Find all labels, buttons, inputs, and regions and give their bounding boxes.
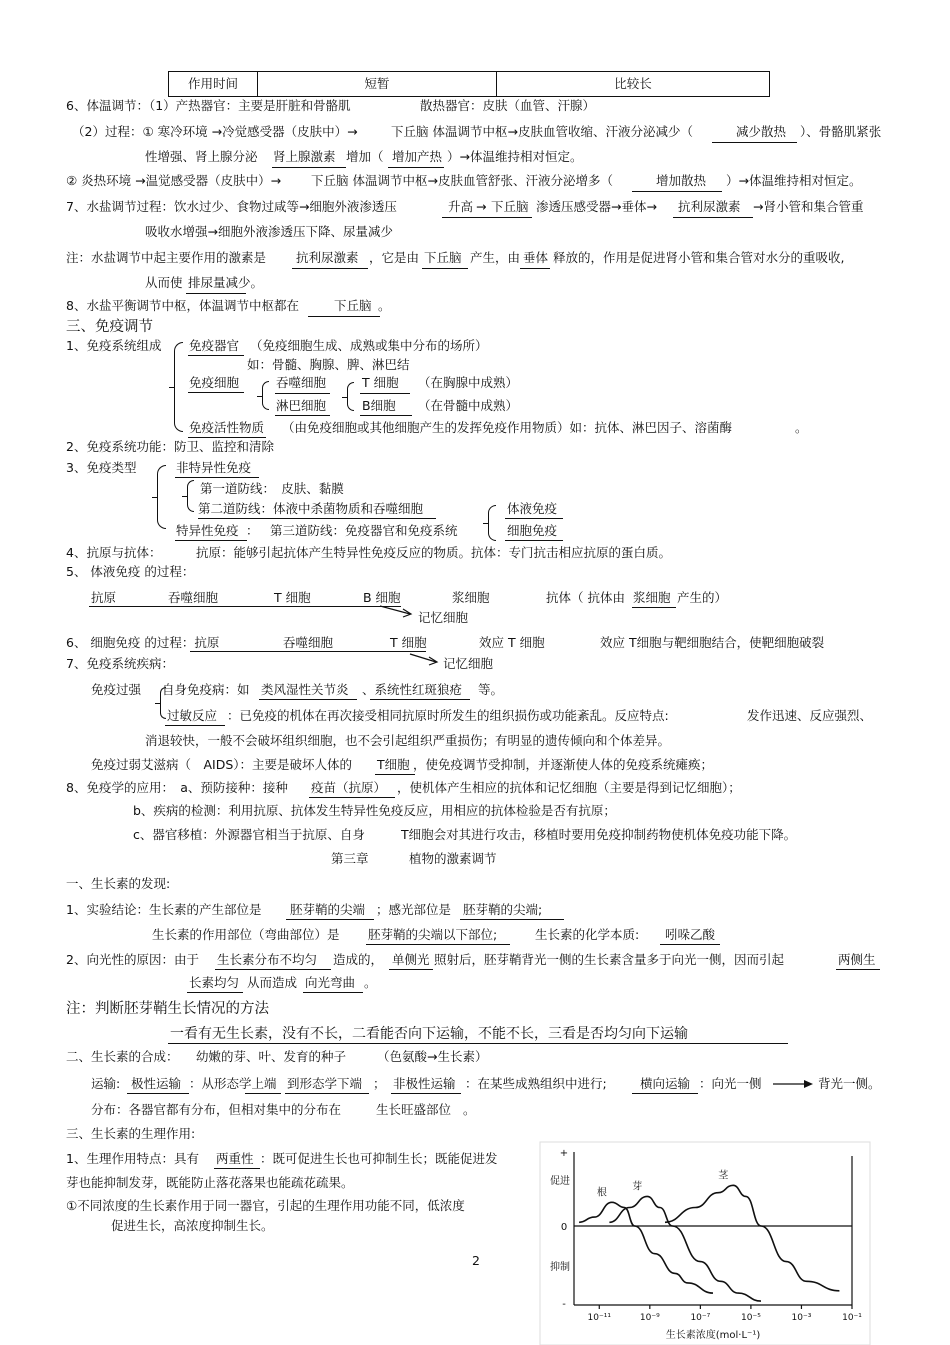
- text-line: 1、免疫系统组成: [66, 338, 162, 353]
- term: 免疫器官: [189, 338, 240, 353]
- flow-line: [89, 606, 401, 607]
- underline: [214, 1168, 260, 1169]
- text-line: ①不同浓度的生长素作用于同一器官，引起的生理作用功能不同，低浓度: [66, 1198, 465, 1213]
- text-line: 生长素的化学本质:: [535, 927, 640, 942]
- underline: [308, 316, 380, 317]
- section-heading: 三、免疫调节: [66, 319, 153, 335]
- text-line: 吸收水增强→细胞外液渗透压下降、尿量减少: [145, 224, 393, 239]
- term: 体液免疫: [507, 501, 558, 516]
- blank-answer: 生长旺盛部位: [376, 1102, 452, 1117]
- text-line: 消退较快，一般不会破坏组织细胞，也不会引起组织严重损伤；有明显的遗传倾向和个体差异。: [145, 733, 671, 748]
- text-line: 6、 细胞免疫 的过程：抗原: [66, 635, 220, 650]
- underline: [165, 725, 225, 726]
- blank-answer: 下丘脑: [491, 199, 529, 214]
- term: 吞噬细胞: [276, 375, 327, 390]
- table-cell: 比较长: [497, 72, 770, 97]
- term: T 细胞: [362, 375, 399, 390]
- term: 免疫活性物质: [189, 420, 265, 435]
- underline: [188, 355, 244, 356]
- y-axis-plus-label: +: [559, 1148, 569, 1159]
- text-line: 照射后，胚芽鞘背光一侧的生长素含量多于向光一侧，因而引起: [434, 952, 785, 967]
- text-line: 背光一侧。: [818, 1076, 881, 1091]
- text-line: ，使免疫调节受抑制，并逐渐使人体的免疫系统瘫痪；: [413, 757, 714, 772]
- term: B细胞: [362, 398, 396, 413]
- text-line: 3、免疫类型: [66, 460, 137, 475]
- flow-step: 吞噬细胞: [168, 590, 219, 605]
- blank-answer: 单侧光: [392, 952, 430, 967]
- blank-answer: 吲哚乙酸: [665, 927, 716, 942]
- underline: [186, 293, 246, 294]
- text-line: 第二道防线：体液中杀菌物质和吞噬细胞: [198, 501, 424, 516]
- text-line: c、器官移植：外源器官相当于抗原、自身: [133, 827, 365, 842]
- text-line: 渗透压感受器→垂体→: [536, 199, 657, 214]
- text-line: 1、实验结论：生长素的产生部位是: [66, 902, 262, 917]
- blank-answer: 胚芽鞘的尖端: [290, 902, 366, 917]
- text-line: 到形态学下端: [287, 1076, 363, 1091]
- underline: [422, 268, 468, 269]
- section-heading: 三、生长素的生理作用:: [66, 1126, 196, 1141]
- text-line: 免疫过强: [91, 682, 142, 697]
- underline: [259, 699, 357, 700]
- flow-step: 吞噬细胞: [283, 635, 334, 650]
- underline: [505, 540, 563, 541]
- text-line: ：向光一侧: [699, 1076, 762, 1091]
- underline: [391, 1093, 461, 1094]
- text-line: 1、生理作用特点：具有: [66, 1151, 199, 1166]
- note-title: 注：判断胚芽鞘生长情况的方法: [66, 1001, 269, 1017]
- underline: [188, 392, 244, 393]
- blank-answer: 非极性运输: [393, 1076, 456, 1091]
- underline: [168, 1043, 788, 1044]
- blank-answer: 下丘脑: [334, 298, 372, 313]
- text-line: 芽也能抑制发芽，既能防止落花落果也能疏花疏果。: [66, 1175, 354, 1190]
- underline: [388, 167, 444, 168]
- text-line: 免疫过弱艾滋病（ AIDS）：主要是破坏人体的: [91, 757, 353, 772]
- text-line: 。: [463, 1102, 476, 1117]
- text-line: →: [476, 199, 487, 214]
- blank-answer: 垂体: [523, 250, 549, 265]
- text-line: 造成的，: [333, 952, 384, 967]
- table-cell: 短暂: [258, 72, 497, 97]
- text-line: 生长素的作用部位（弯曲部位）是: [152, 927, 340, 942]
- chapter-title: 第三章: [331, 851, 369, 866]
- text-line: 8、免疫学的应用： a、预防接种：接种: [66, 780, 288, 795]
- underline: [175, 477, 259, 478]
- series-label: 芽: [632, 1181, 643, 1193]
- underline: [272, 167, 346, 168]
- text-line: 8、水盐平衡调节中枢，体温调节中枢都在: [66, 298, 299, 313]
- blank-answer: 排尿量减少。: [188, 275, 264, 290]
- page-number: 2: [472, 1253, 480, 1268]
- series-label: 根: [596, 1187, 607, 1199]
- underline: [632, 1093, 698, 1094]
- flow-step: 记忆细胞: [418, 610, 469, 625]
- flow-step: T 细胞: [274, 590, 311, 605]
- underline: [673, 217, 753, 218]
- underline: [127, 1093, 189, 1094]
- underline: [215, 969, 331, 970]
- x-tick-label: 10⁻⁵: [741, 1313, 761, 1323]
- underline: [303, 992, 363, 993]
- text-line: 。: [364, 975, 377, 990]
- blank-answer: 抗利尿激素: [678, 199, 741, 214]
- text-line: ）→体温维持相对恒定。: [726, 173, 862, 188]
- blank-answer: 两重性: [216, 1151, 254, 1166]
- underline: [187, 992, 243, 993]
- flow-step: 抗原: [91, 590, 117, 605]
- x-tick-label: 10⁻⁷: [690, 1313, 711, 1323]
- text-line: 增加（: [346, 149, 384, 164]
- blank-answer: 、系统性红斑狼疮: [362, 682, 463, 697]
- underline: [175, 540, 247, 541]
- blank-answer: 减少散热: [736, 124, 787, 139]
- blank-answer: 极性运输: [131, 1076, 182, 1091]
- flow-step: B 细胞: [363, 590, 401, 605]
- text-line: 自身免疫病：如: [162, 682, 250, 697]
- text-line: 。: [378, 298, 391, 313]
- text-line: 从而造成: [247, 975, 298, 990]
- underline: [389, 969, 433, 970]
- underline: [309, 797, 395, 798]
- brace: [488, 505, 496, 541]
- term: 细胞免疫: [507, 523, 558, 538]
- note-line: 一看有无生长素，没有不长，二看能否向下运输，不能不长，三看是否均匀向下运输: [170, 1026, 688, 1042]
- blank-answer: 增加散热: [656, 173, 707, 188]
- blank-answer: 横向运输: [640, 1076, 691, 1091]
- text-line: （2）过程：① 寒冷环境 →冷觉感受器（皮肤中）→: [72, 124, 358, 139]
- blank-answer: T细胞: [377, 757, 410, 772]
- blank-answer: 长素均匀: [189, 975, 240, 990]
- text-line: 运输:: [91, 1076, 121, 1091]
- text-line: 下丘脑 体温调节中枢→皮肤血管舒张、汗液分泌增多（: [311, 173, 613, 188]
- text-line: 6、体温调节：（1）产热器官：主要是肝脏和骨骼肌: [66, 98, 351, 113]
- blank-answer: 胚芽鞘的尖端以下部位;: [368, 927, 498, 942]
- text-line: ，使机体产生相应的抗体和记忆细胞（主要是得到记忆细胞）；: [397, 780, 741, 795]
- text-line: ：已免疫的机体在再次接受相同抗原时所发生的组织损伤或功能紊乱。反应特点:: [227, 708, 669, 723]
- underline: [460, 919, 564, 920]
- text-line: 2、免疫系统功能：防卫、监控和清除: [66, 439, 274, 454]
- action-time-table: [168, 71, 770, 97]
- auxin-concentration-chart: [540, 1142, 870, 1345]
- flow-step: 效应 T 细胞: [479, 635, 545, 650]
- brace: [174, 342, 183, 432]
- text-line: 第三道防线：免疫器官和免疫系统: [270, 523, 458, 538]
- blank-answer: 升高: [448, 199, 474, 214]
- flow-step: 抗体（ 抗体由: [546, 590, 625, 605]
- text-line: ：: [246, 523, 259, 538]
- brace: [157, 465, 166, 529]
- x-tick-label: 10⁻³: [791, 1313, 812, 1323]
- underline: [505, 518, 563, 519]
- y-axis-inhibit-label: 抑制: [550, 1262, 570, 1273]
- underline: [375, 774, 415, 775]
- text-line: →肾小管和集合管重: [753, 199, 864, 214]
- blank-answer: 抗利尿激素: [296, 250, 359, 265]
- text-line: 促进生长，高浓度抑制生长。: [111, 1218, 274, 1233]
- text-line: 4、抗原与抗体：: [66, 545, 162, 560]
- underline: [245, 1093, 281, 1094]
- blank-answer: 增加产热: [392, 149, 443, 164]
- text-line: 幼嫩的芽、叶、发育的种子: [196, 1049, 347, 1064]
- text-line: ：从形态学上端: [189, 1076, 277, 1091]
- underline: [286, 919, 374, 920]
- text-line: 注：水盐调节中起主要作用的激素是: [66, 250, 267, 265]
- blank-answer: 向光弯曲: [305, 975, 356, 990]
- section-heading: 二、生长素的合成：: [66, 1049, 179, 1064]
- flow-step: 浆细胞: [452, 590, 490, 605]
- underline: [442, 217, 532, 218]
- text-line: 分布：各器官都有分布，但相对集中的分布在: [91, 1102, 342, 1117]
- underline: [360, 393, 410, 394]
- text-line: ，它是由: [369, 250, 420, 265]
- brace: [347, 382, 354, 411]
- text-line: 释放的，作用是促进肾小管和集合管对水分的重吸收,: [553, 250, 845, 265]
- flow-step: T 细胞: [390, 635, 427, 650]
- text-line: （免疫细胞生成、成熟或集中分布的场所）: [250, 338, 488, 353]
- blank-answer: 疫苗（抗原）: [311, 780, 387, 795]
- underline: [632, 191, 722, 192]
- text-line: 产生，由: [470, 250, 521, 265]
- blank-answer: 生长素分布不均匀: [217, 952, 318, 967]
- text-line: （在骨髓中成熟）: [418, 398, 519, 413]
- term: 淋巴细胞: [276, 398, 327, 413]
- underline: [660, 944, 720, 945]
- table-cell: 作用时间: [169, 72, 258, 97]
- blank-answer: 胚芽鞘的尖端;: [463, 902, 543, 917]
- blank-answer: 类风湿性关节炎: [261, 682, 349, 697]
- text-line: 抗原：能够引起抗体产生特异性免疫反应的物质。抗体：专门抗击相应抗原的蛋白质。: [196, 545, 672, 560]
- text-line: 5、 体液免疫 的过程：: [66, 564, 195, 579]
- text-line: 。: [795, 420, 808, 435]
- section-heading: 一、生长素的发现:: [66, 876, 171, 891]
- text-line: 7、免疫系统疾病：: [66, 656, 174, 671]
- text-line: （在胸腺中成熟）: [418, 375, 519, 390]
- x-tick-label: 10⁻¹: [842, 1313, 862, 1323]
- underline: [285, 1093, 369, 1094]
- underline: [275, 393, 330, 394]
- underline: [188, 437, 266, 438]
- flow-step: 浆细胞: [633, 590, 671, 605]
- underline: [360, 415, 412, 416]
- blank-answer: 两侧生: [838, 952, 876, 967]
- brace: [187, 480, 194, 512]
- brace: [262, 381, 269, 410]
- term: 免疫细胞: [189, 375, 240, 390]
- underline: [292, 268, 368, 269]
- y-axis-minus-label: -: [562, 1299, 566, 1310]
- text-line: 散热器官：皮肤（血管、汗腺）: [420, 98, 596, 113]
- term: 非特异性免疫: [176, 460, 252, 475]
- blank-answer: 下丘脑: [424, 250, 462, 265]
- text-line: ；感光部位是: [376, 902, 452, 917]
- text-line: ；: [373, 1076, 386, 1091]
- term: 过敏反应: [167, 708, 218, 723]
- underline: [632, 607, 676, 608]
- text-line: （色氨酸→生长素）: [377, 1049, 488, 1064]
- x-tick-label: 10⁻⁹: [639, 1313, 660, 1323]
- chapter-title: 植物的激素调节: [409, 851, 497, 866]
- y-axis-promote-label: 促进: [550, 1176, 570, 1187]
- y-axis-zero-label: 0: [560, 1222, 568, 1233]
- text-line: 等。: [478, 682, 504, 697]
- flow-step: 产生的）: [677, 590, 728, 605]
- text-line: （由免疫细胞或其他细胞产生的发挥免疫作用物质）如：抗体、淋巴因子、溶菌酶: [282, 420, 733, 435]
- underline: [198, 518, 436, 519]
- text-line: b、疾病的检测：利用抗原、抗体发生特异性免疫反应，用相应的抗体检验是否有抗原；: [133, 803, 616, 818]
- blank-answer: 肾上腺激素: [273, 149, 336, 164]
- x-tick-label: 10⁻¹¹: [587, 1313, 611, 1323]
- underline: [366, 944, 510, 945]
- text-line: 发作迅速、反应强烈、: [747, 708, 873, 723]
- text-line: 第一道防线： 皮肤、黏膜: [200, 481, 344, 496]
- underline: [520, 268, 550, 269]
- text-line: ：在某些成熟组织中进行;: [465, 1076, 607, 1091]
- underline: [836, 969, 880, 970]
- text-line: ② 炎热环境 →温觉感受器（皮肤中）→: [66, 173, 282, 188]
- text-line: 性增强、肾上腺分泌: [145, 149, 258, 164]
- series-label: 茎: [718, 1170, 729, 1182]
- flow-line: [190, 651, 426, 652]
- text-line: 2、向光性的原因：由于: [66, 952, 199, 967]
- text-line: T细胞会对其进行攻击，移植时要用免疫抑制药物使机体免疫功能下降。: [401, 827, 797, 842]
- text-line: 如：骨髓、胸腺、脾、淋巴结: [247, 357, 410, 372]
- underline: [370, 699, 470, 700]
- text-line: ）、骨骼肌紧张: [800, 124, 882, 139]
- underline: [712, 142, 797, 143]
- text-line: ）→体温维持相对恒定。: [447, 149, 583, 164]
- text-line: 下丘脑 体温调节中枢→皮肤血管收缩、汗液分泌减少（: [391, 124, 693, 139]
- text-line: 7、水盐调节过程：饮水过少、食物过咸等→细胞外液渗透压: [66, 199, 397, 214]
- underline: [275, 415, 330, 416]
- flow-step: 记忆细胞: [443, 656, 494, 671]
- x-axis-title: 生长素浓度(mol·L⁻¹): [665, 1330, 761, 1341]
- flow-step: 效应 T细胞与靶细胞结合，使靶细胞破裂: [600, 635, 825, 650]
- text-line: 从而使: [145, 275, 183, 290]
- text-line: ：既可促进生长也可抑制生长；既能促进发: [260, 1151, 498, 1166]
- term: 特异性免疫: [176, 523, 239, 538]
